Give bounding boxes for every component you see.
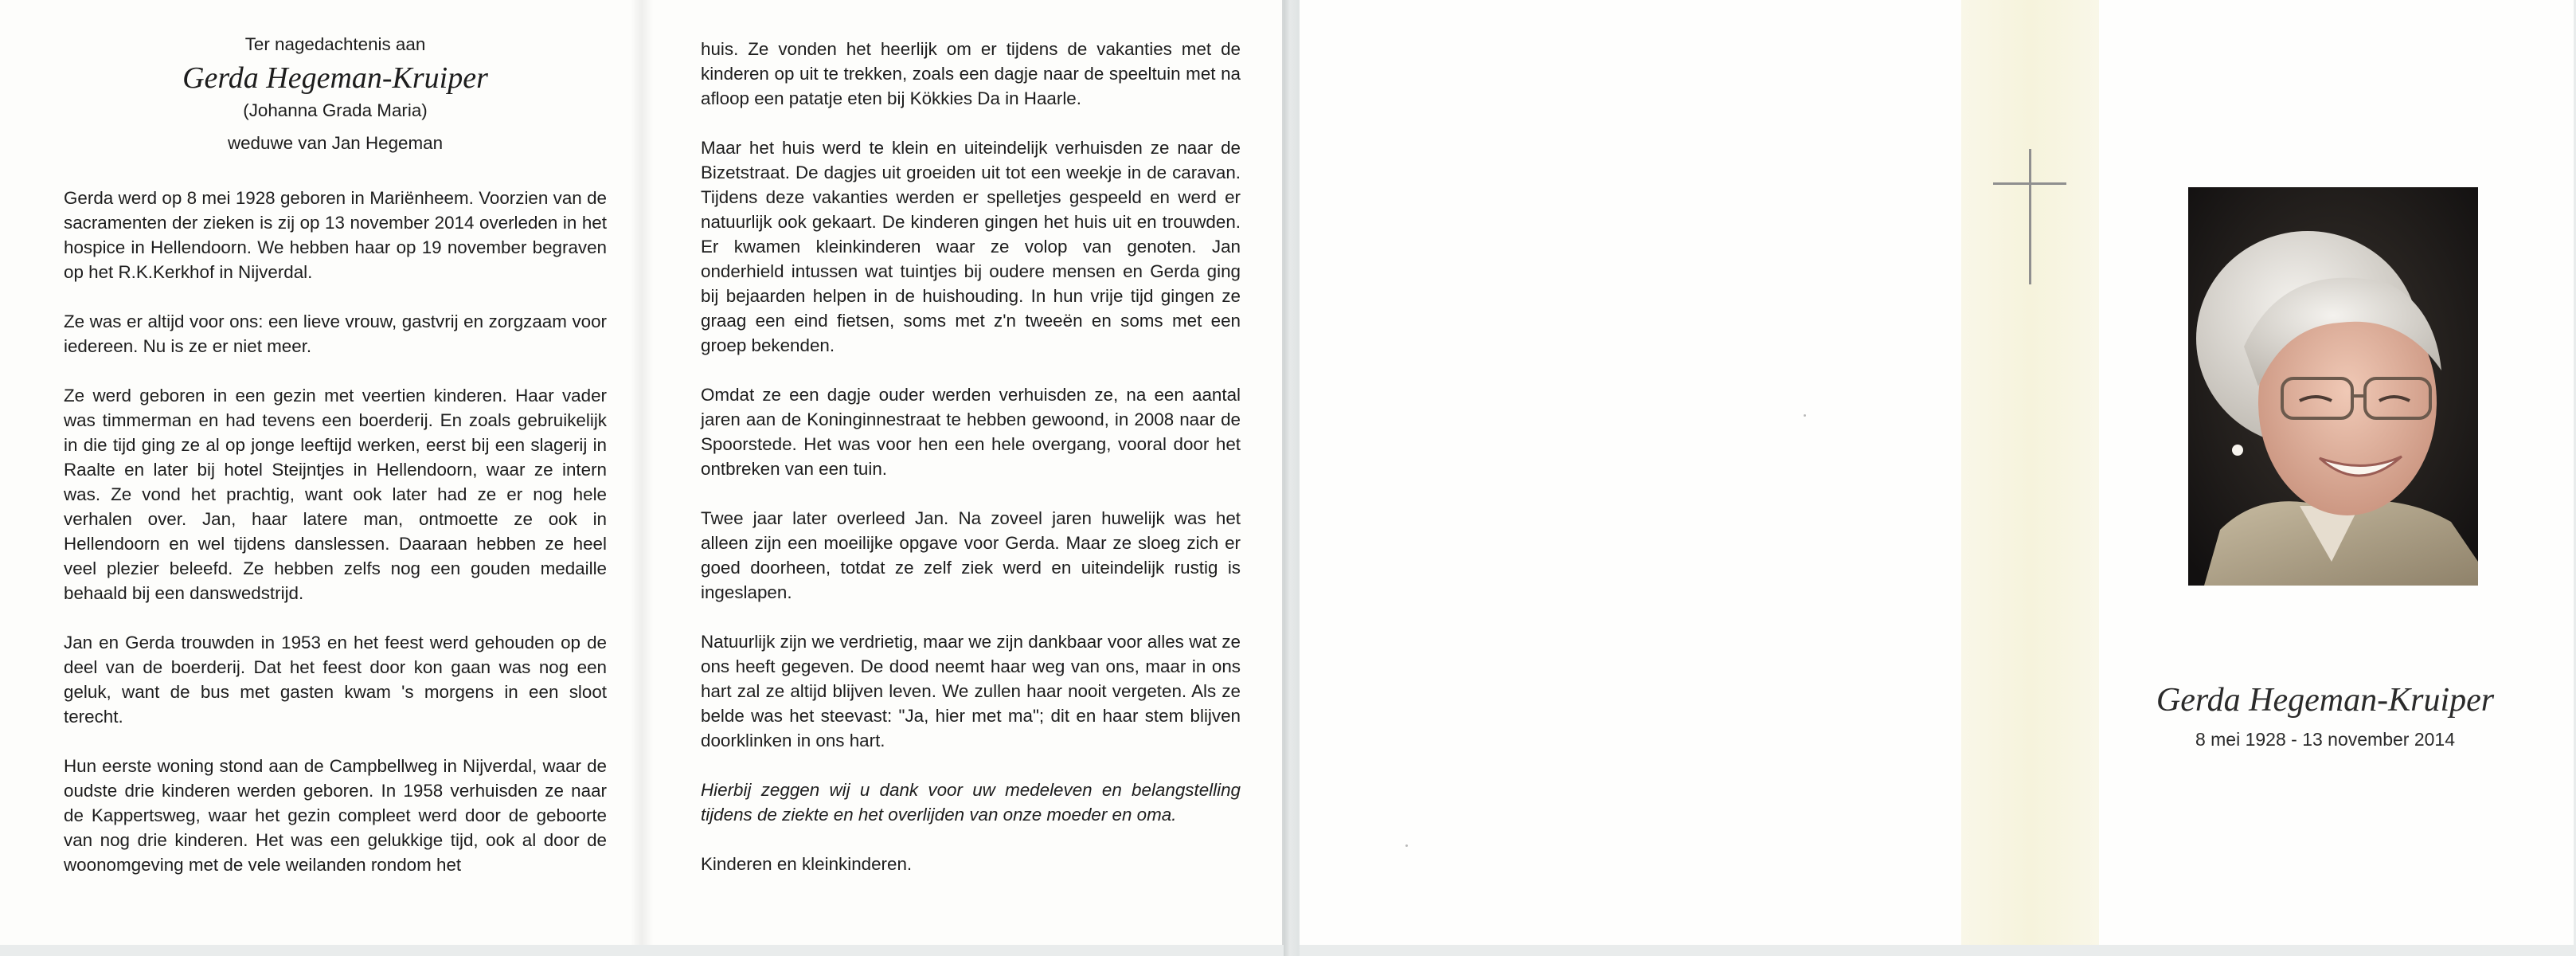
intro-line: Ter nagedachtenis aan <box>244 34 426 54</box>
cover-caption <box>2118 679 2532 752</box>
paragraph-character: Ze was er altijd voor ons: een lieve vrouw, gastvrij en zorgzaam voor iedereen. Nu is ze er niet meer. <box>64 311 607 356</box>
paragraph-first-home: Hun eerste woning stond aan de Campbellweg in Nijverdal, waar de oudste drie kinderen werden geboren. In 1958 verhuisden ze naar de Kappertsweg, waar het gezin compleet werd door de geboorte van nog drie kinderen. Het was een gelukkige tijd, ook al door de woonomgeving met de vele weilanden rondom het <box>64 756 607 875</box>
cover-ribbon <box>1961 0 2099 945</box>
cross-horizontal-bar <box>1993 182 2066 185</box>
paragraph-youth: Ze werd geboren in een gezin met veertien kinderen. Haar vader was timmerman en had tevens een boerderij. En zoals gebruikelijk in die tijd ging ze al op jonge leeftijd werken, eerst bij een slagerij in Raalte en later bij hotel Steijntjes in Hellendoorn, waar ze intern was. Ze vond het prachtig, want ook later had ze er nog hele verhalen over. Jan, haar latere man, ontmoette ze ook in Hellendoorn en wel tijdens danslessen. Daaraan hebben ze heel veel plezier beleefd. Ze hebben zelfs nog een gouden medaille behaald bij een danswedstrijd. <box>64 386 607 603</box>
paragraph-bizetstraat: Maar het huis werd te klein en uiteindelijk verhuisden ze naar de Bizetstraat. De dagjes uit groeiden uit tot een weekje in de caravan. Tijdens deze vakanties werden er spelletjes gespeeld en werd er natuurlijk ook gekaart. De kinderen gingen het huis uit en trouwden. Er kwamen kleinkinderen waar ze volop van genoten. Jan onderhield intussen wat tuintjes bij oudere mensen en Gerda ging bij bejaarden helpen in de huishouding. In hun vrije tijd gingen ze graag een eind fietsen, soms met z'n tweeën en soms met een groep bekenden. <box>701 138 1241 355</box>
paper-speck <box>1405 844 1408 847</box>
memorial-header <box>64 32 607 155</box>
left-column <box>64 32 607 877</box>
paragraph-birth-death: Gerda werd op 8 mei 1928 geboren in Mariënheem. Voorzien van de sacramenten der zieken is zij op 13 november 2014 overleden in het hospice in Hellendoorn. We hebben haar op 19 november begraven op het R.K.Kerkhof in Nijverdal. <box>64 188 607 282</box>
middle-column <box>701 37 1241 876</box>
paragraph-spoorstede: Omdat ze een dagje ouder werden verhuisden ze, na een aantal jaren aan de Koninginnestraat te hebben gewoond, in 2008 naar de Spoorstede. Het was voor hen een hele overgang, vooral door het ontbreken van een tuin. <box>701 385 1241 479</box>
cross-vertical-bar <box>2029 149 2031 284</box>
paragraph-holidays: huis. Ze vonden het heerlijk om er tijdens de vakanties met de kinderen op uit te trekken, zoals een dagje naar de speeltuin met na afloop een patatje eten bij Kökkies Da in Haarle. <box>701 39 1241 108</box>
paragraph-gratitude: Natuurlijk zijn we verdrietig, maar we zijn dankbaar voor alles wat ze ons heeft gegeven. De dood neemt haar weg van ons, maar in ons hart zal ze altijd blijven leven. We zullen haar nooit vergeten. Als ze belde was het steevast: "Ja, hier met ma"; dit en haar stem blijven doorklinken in ons hart. <box>701 632 1241 750</box>
scan-gap <box>1284 0 1300 956</box>
full-given-names: (Johanna Grada Maria) <box>243 100 428 120</box>
portrait-illustration <box>2188 187 2478 586</box>
cover-dates: 8 mei 1928 - 13 november 2014 <box>2195 729 2456 750</box>
thanks-note: Hierbij zeggen wij u dank voor uw medeleven en belangstelling tijdens de ziekte en het overlijden van onze moeder en oma. <box>701 780 1241 825</box>
paper-speck <box>1804 414 1806 417</box>
paragraph-wedding: Jan en Gerda trouwden in 1953 en het feest werd gehouden op de deel van de boerderij. Dat het feest door kon gaan was nog een geluk, want de bus met gasten kwam 's morgens in een sloot terecht. <box>64 633 607 727</box>
deceased-name: Gerda Hegeman-Kruiper <box>182 61 488 95</box>
widow-line: weduwe van Jan Hegeman <box>227 133 444 153</box>
latin-cross-icon <box>1993 149 2066 284</box>
cover-name: Gerda Hegeman-Kruiper <box>2156 682 2495 719</box>
paragraph-jan-passing: Twee jaar later overleed Jan. Na zoveel jaren huwelijk was het alleen zijn een moeilijke opgave voor Gerda. Maar ze sloeg zich er goed doorheen, totdat ze zelf ziek werd en uiteindelijk rustig is ingeslapen. <box>701 508 1241 602</box>
center-fold <box>631 0 653 945</box>
portrait-photo <box>2188 187 2478 586</box>
signature: Kinderen en kleinkinderen. <box>701 854 913 874</box>
